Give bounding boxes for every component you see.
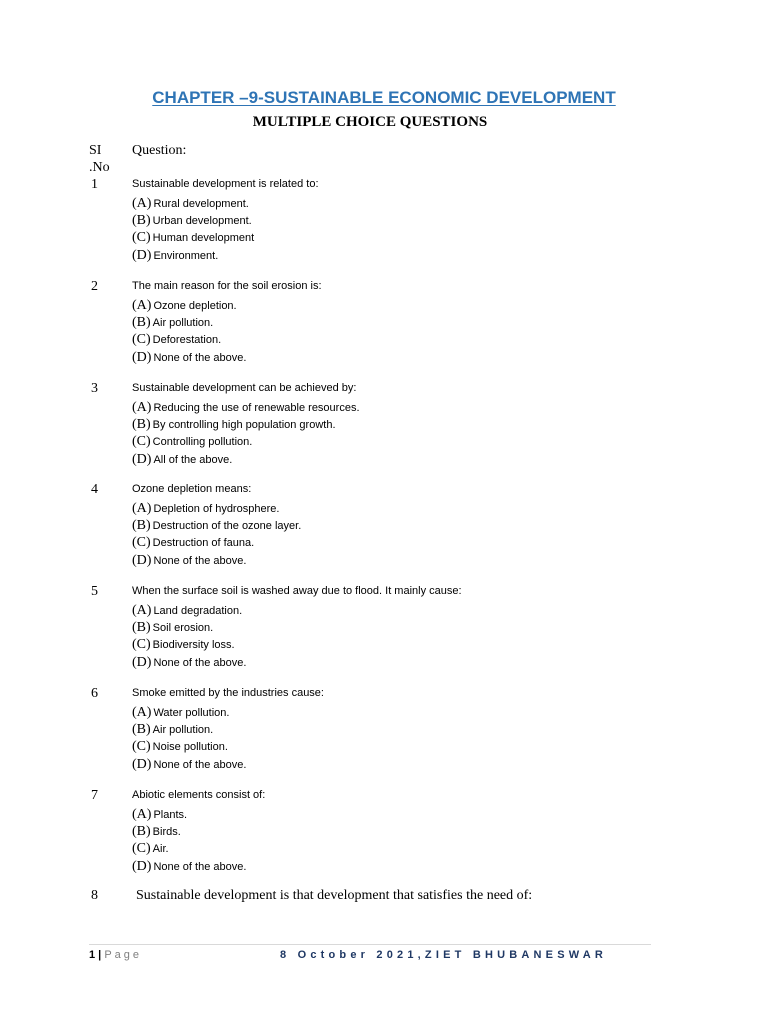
option-text: None of the above.	[153, 657, 247, 669]
footer-page-number	[89, 949, 142, 961]
question-text: Ozone depletion means:	[132, 483, 252, 495]
answer-option	[132, 635, 235, 653]
question-text: Sustainable development is related to:	[132, 178, 319, 190]
answer-option	[132, 211, 252, 229]
question-number: 7	[91, 788, 98, 803]
option-text: Controlling pollution.	[152, 436, 253, 448]
column-header-question: Question:	[132, 143, 187, 158]
option-letter: (C)	[132, 434, 151, 449]
option-letter: (B)	[132, 417, 151, 432]
option-letter: (B)	[132, 213, 151, 228]
option-letter: (C)	[132, 332, 151, 347]
option-text: All of the above.	[153, 454, 233, 466]
answer-option	[132, 618, 213, 636]
section-subtitle: MULTIPLE CHOICE QUESTIONS	[252, 114, 488, 130]
answer-option	[132, 857, 246, 875]
option-text: Air.	[152, 843, 169, 855]
answer-option	[132, 313, 213, 331]
option-letter: (A)	[132, 400, 152, 415]
option-letter: (D)	[132, 553, 152, 568]
page-separator: |	[95, 949, 105, 961]
answer-option	[132, 228, 254, 246]
answer-option	[132, 348, 246, 366]
answer-option	[132, 450, 232, 468]
question-number: 5	[91, 584, 98, 599]
column-header-sl-no	[89, 142, 110, 176]
option-text: Air pollution.	[152, 317, 214, 329]
option-text: Reducing the use of renewable resources.	[153, 402, 360, 414]
answer-option	[132, 330, 221, 348]
option-text: Depletion of hydrosphere.	[153, 503, 280, 515]
option-letter: (D)	[132, 452, 152, 467]
answer-option	[132, 415, 336, 433]
answer-option	[132, 516, 301, 534]
option-letter: (B)	[132, 620, 151, 635]
option-text: Human development	[152, 232, 255, 244]
answer-option	[132, 398, 360, 416]
answer-option	[132, 720, 213, 738]
column-header-sl-line2: .No	[89, 160, 110, 175]
option-text: Birds.	[152, 826, 181, 838]
question-text: The main reason for the soil erosion is:	[132, 280, 322, 292]
option-letter: (C)	[132, 535, 151, 550]
option-text: Water pollution.	[153, 707, 230, 719]
option-text: Plants.	[153, 809, 188, 821]
answer-option	[132, 737, 228, 755]
page-label: Page	[104, 949, 143, 961]
option-letter: (B)	[132, 824, 151, 839]
column-header-sl-line1: SI	[89, 143, 102, 158]
option-letter: (C)	[132, 637, 151, 652]
question-text: Sustainable development can be achieved by:	[132, 382, 357, 394]
option-letter: (C)	[132, 841, 151, 856]
answer-option	[132, 703, 229, 721]
option-text: Destruction of the ozone layer.	[152, 520, 302, 532]
question-number: 1	[91, 177, 98, 192]
question-text: Abiotic elements consist of:	[132, 789, 266, 801]
option-letter: (A)	[132, 705, 152, 720]
option-text: Land degradation.	[153, 605, 243, 617]
answer-option	[132, 755, 246, 773]
answer-option	[132, 601, 242, 619]
option-text: None of the above.	[153, 352, 247, 364]
option-letter: (A)	[132, 501, 152, 516]
option-letter: (D)	[132, 350, 152, 365]
answer-option	[132, 194, 249, 212]
answer-option	[132, 499, 279, 517]
option-letter: (A)	[132, 807, 152, 822]
answer-option	[132, 805, 187, 823]
option-letter: (A)	[132, 196, 152, 211]
question-text: When the surface soil is washed away due to flood. It mainly cause:	[132, 585, 462, 597]
question-number: 2	[91, 279, 98, 294]
option-letter: (A)	[132, 298, 152, 313]
question-text: Sustainable development is that development that satisfies the need of:	[136, 888, 533, 903]
page-number: 1	[89, 949, 96, 961]
question-text: Smoke emitted by the industries cause:	[132, 687, 324, 699]
question-number: 8	[91, 888, 98, 903]
option-text: None of the above.	[153, 861, 247, 873]
question-number: 4	[91, 482, 98, 497]
option-text: Urban development.	[152, 215, 252, 227]
option-letter: (C)	[132, 739, 151, 754]
option-text: Biodiversity loss.	[152, 639, 235, 651]
footer-divider	[89, 944, 651, 945]
option-letter: (C)	[132, 230, 151, 245]
option-text: Soil erosion.	[152, 622, 214, 634]
option-text: Environment.	[153, 250, 219, 262]
footer-date-org: 8 October 2021,ZIET BHUBANESWAR	[280, 949, 608, 961]
answer-option	[132, 839, 169, 857]
option-letter: (D)	[132, 248, 152, 263]
option-text: Deforestation.	[152, 334, 222, 346]
answer-option	[132, 246, 218, 264]
option-text: Noise pollution.	[152, 741, 228, 753]
answer-option	[132, 551, 246, 569]
option-letter: (B)	[132, 315, 151, 330]
option-text: Destruction of fauna.	[152, 537, 255, 549]
option-letter: (A)	[132, 603, 152, 618]
answer-option	[132, 653, 246, 671]
option-letter: (B)	[132, 722, 151, 737]
answer-option	[132, 822, 181, 840]
option-text: None of the above.	[153, 759, 247, 771]
answer-option	[132, 296, 237, 314]
answer-option	[132, 533, 254, 551]
option-text: Rural development.	[153, 198, 249, 210]
chapter-title: CHAPTER –9-SUSTAINABLE ECONOMIC DEVELOPMENT	[152, 88, 616, 107]
option-text: By controlling high population growth.	[152, 419, 336, 431]
option-letter: (D)	[132, 859, 152, 874]
option-text: Air pollution.	[152, 724, 214, 736]
question-number: 3	[91, 381, 98, 396]
question-number: 6	[91, 686, 98, 701]
option-letter: (D)	[132, 655, 152, 670]
option-text: Ozone depletion.	[153, 300, 237, 312]
option-letter: (B)	[132, 518, 151, 533]
answer-option	[132, 432, 252, 450]
option-text: None of the above.	[153, 555, 247, 567]
option-letter: (D)	[132, 757, 152, 772]
